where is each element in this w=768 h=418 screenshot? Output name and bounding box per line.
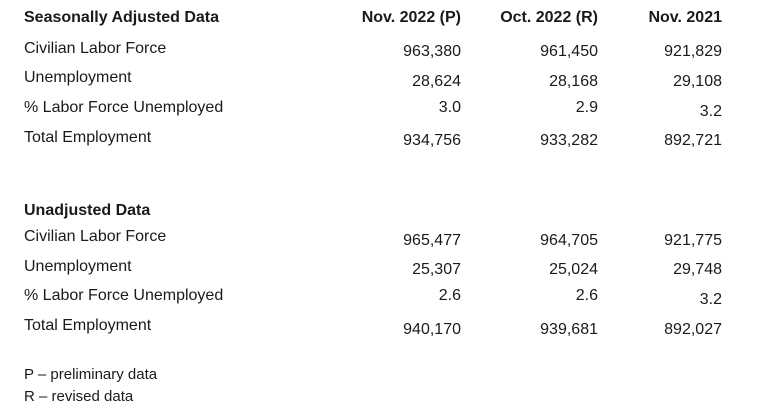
cell-value: 3.0 (438, 99, 461, 116)
cell-value: 29,108 (673, 73, 722, 90)
cell-value: 964,705 (540, 232, 598, 249)
cell-value: 28,168 (549, 73, 598, 90)
cell-value: 933,282 (540, 132, 598, 149)
unadjusted-section-title: Unadjusted Data (24, 202, 151, 219)
row-label: Unemployment (24, 258, 132, 275)
cell-value: 965,477 (403, 232, 461, 249)
cell-value: 892,027 (664, 321, 722, 338)
row-label: Total Employment (24, 317, 152, 334)
column-header-oct-2022: Oct. 2022 (R) (500, 9, 598, 26)
cell-value: 2.6 (438, 287, 461, 304)
row-label: Civilian Labor Force (24, 40, 167, 57)
cell-value: 2.9 (575, 99, 598, 116)
cell-value: 940,170 (403, 321, 461, 338)
cell-value: 28,624 (412, 73, 461, 90)
cell-value: 25,307 (412, 261, 461, 278)
cell-value: 3.2 (699, 103, 722, 120)
row-label: Total Employment (24, 129, 152, 146)
row-label: % Labor Force Unemployed (24, 99, 224, 116)
footnote-preliminary: P – preliminary data (24, 366, 158, 383)
seasonal-section-title: Seasonally Adjusted Data (24, 9, 220, 26)
cell-value: 921,775 (664, 232, 722, 249)
cell-value: 2.6 (575, 287, 598, 304)
cell-value: 921,829 (664, 43, 722, 60)
cell-value: 934,756 (403, 132, 461, 149)
cell-value: 3.2 (699, 291, 722, 308)
row-label: Unemployment (24, 69, 132, 86)
cell-value: 25,024 (549, 261, 598, 278)
cell-value: 963,380 (403, 43, 461, 60)
footnote-revised: R – revised data (24, 388, 134, 405)
row-label: Civilian Labor Force (24, 228, 167, 245)
row-label: % Labor Force Unemployed (24, 287, 224, 304)
cell-value: 892,721 (664, 132, 722, 149)
column-header-nov-2022: Nov. 2022 (P) (361, 9, 461, 26)
cell-value: 961,450 (540, 43, 598, 60)
cell-value: 29,748 (673, 261, 722, 278)
cell-value: 939,681 (540, 321, 598, 338)
column-header-nov-2021: Nov. 2021 (648, 9, 722, 26)
